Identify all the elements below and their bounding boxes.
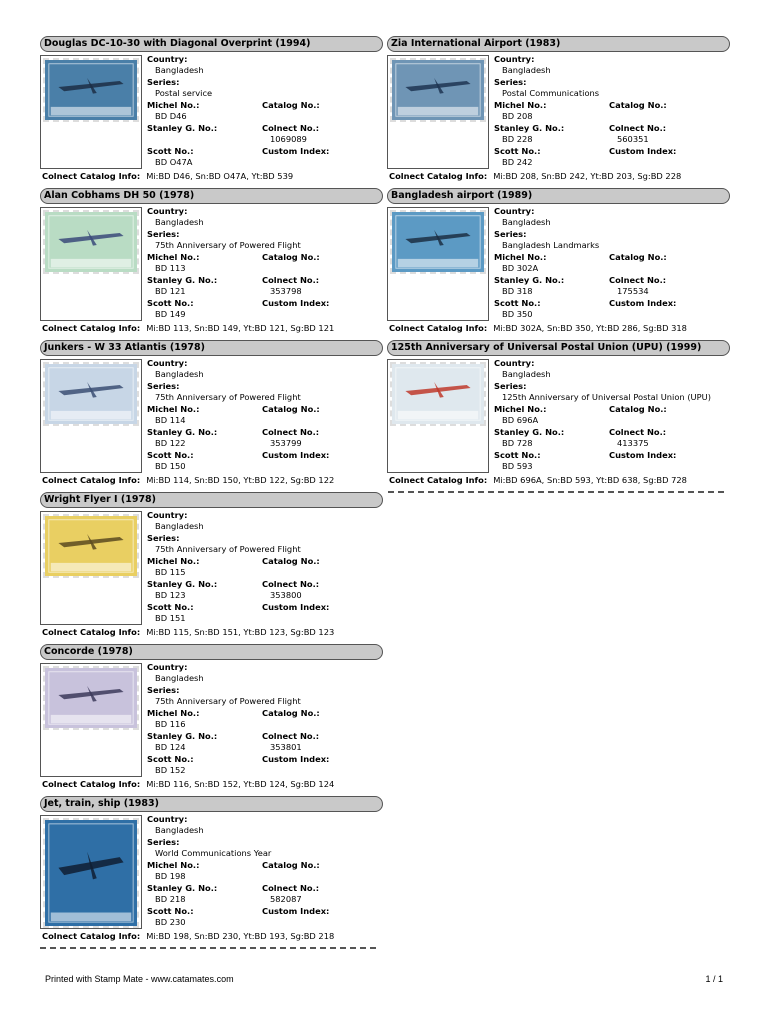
stamp-title[interactable]: Zia International Airport (1983)	[387, 36, 730, 52]
series-label: Series:	[494, 229, 527, 239]
stanley-value: BD 318	[502, 286, 533, 296]
scott-value: BD 150	[155, 461, 186, 471]
catalog-info-value: Mi:BD 114, Sn:BD 150, Yt:BD 122, Sg:BD 122	[146, 475, 335, 485]
stamp-details	[147, 358, 383, 474]
series-value: 75th Anniversary of Powered Flight	[155, 544, 301, 554]
page-number: 1 / 1	[705, 974, 723, 984]
series-value: 75th Anniversary of Powered Flight	[155, 392, 301, 402]
scott-label: Scott No.:	[147, 906, 194, 916]
catalog-label: Catalog No.:	[262, 556, 320, 566]
stanley-label: Stanley G. No.:	[494, 123, 565, 133]
stamp-image-frame	[40, 663, 142, 777]
michel-label: Michel No.:	[494, 100, 547, 110]
colnect-value: 1069089	[270, 134, 307, 144]
michel-label: Michel No.:	[147, 556, 200, 566]
stamp-image-frame	[387, 55, 489, 169]
country-label: Country:	[494, 206, 535, 216]
michel-label: Michel No.:	[494, 404, 547, 414]
country-label: Country:	[147, 358, 188, 368]
custom-index-label: Custom Index:	[609, 146, 677, 156]
catalog-info-label: Colnect Catalog Info:	[389, 323, 488, 333]
michel-label: Michel No.:	[147, 860, 200, 870]
stamp-image-frame	[387, 359, 489, 473]
colnect-value: 353801	[270, 742, 302, 752]
series-label: Series:	[147, 77, 180, 87]
stamp-image-frame	[40, 55, 142, 169]
country-label: Country:	[147, 206, 188, 216]
stanley-value: BD 122	[155, 438, 186, 448]
michel-label: Michel No.:	[494, 252, 547, 262]
custom-index-label: Custom Index:	[609, 298, 677, 308]
stamp-image[interactable]	[390, 362, 486, 426]
stamp-title[interactable]: Alan Cobhams DH 50 (1978)	[40, 188, 383, 204]
custom-index-label: Custom Index:	[262, 602, 330, 612]
colnect-catalog-info	[42, 779, 334, 789]
series-label: Series:	[147, 381, 180, 391]
michel-label: Michel No.:	[147, 708, 200, 718]
scott-value: BD O47A	[155, 157, 193, 167]
custom-index-label: Custom Index:	[262, 906, 330, 916]
country-value: Bangladesh	[155, 673, 204, 683]
stamp-entry	[387, 340, 730, 492]
series-value: 75th Anniversary of Powered Flight	[155, 696, 301, 706]
country-value: Bangladesh	[502, 369, 551, 379]
country-value: Bangladesh	[155, 521, 204, 531]
catalog-info-value: Mi:BD 696A, Sn:BD 593, Yt:BD 638, Sg:BD 728	[493, 475, 687, 485]
colnect-catalog-info	[42, 931, 334, 941]
scott-value: BD 151	[155, 613, 186, 623]
colnect-value: 560351	[617, 134, 649, 144]
catalog-info-label: Colnect Catalog Info:	[389, 475, 488, 485]
stamp-image-frame	[40, 511, 142, 625]
catalog-info-value: Mi:BD 115, Sn:BD 151, Yt:BD 123, Sg:BD 123	[146, 627, 335, 637]
country-value: Bangladesh	[155, 825, 204, 835]
stamp-details	[147, 814, 383, 930]
michel-label: Michel No.:	[147, 100, 200, 110]
colnect-label: Colnect No.:	[609, 427, 667, 437]
stanley-value: BD 218	[155, 894, 186, 904]
scott-label: Scott No.:	[494, 298, 541, 308]
catalog-info-value: Mi:BD 113, Sn:BD 149, Yt:BD 121, Sg:BD 121	[146, 323, 335, 333]
custom-index-label: Custom Index:	[262, 450, 330, 460]
country-value: Bangladesh	[155, 65, 204, 75]
scott-value: BD 593	[502, 461, 533, 471]
series-label: Series:	[147, 533, 180, 543]
stamp-title[interactable]: 125th Anniversary of Universal Postal Union (UPU) (1999)	[387, 340, 730, 356]
series-label: Series:	[147, 229, 180, 239]
stamp-image-frame	[387, 207, 489, 321]
michel-value: BD 113	[155, 263, 186, 273]
michel-value: BD 116	[155, 719, 186, 729]
stamp-title[interactable]: Douglas DC-10-30 with Diagonal Overprint (1994)	[40, 36, 383, 52]
catalog-info-label: Colnect Catalog Info:	[42, 931, 141, 941]
stanley-label: Stanley G. No.:	[147, 883, 218, 893]
stanley-label: Stanley G. No.:	[494, 427, 565, 437]
catalog-info-label: Colnect Catalog Info:	[42, 323, 141, 333]
colnect-value: 353800	[270, 590, 302, 600]
series-label: Series:	[494, 381, 527, 391]
scott-value: BD 230	[155, 917, 186, 927]
colnect-catalog-info	[389, 475, 687, 485]
stamp-entry	[40, 492, 383, 644]
colnect-catalog-info	[42, 627, 334, 637]
stanley-value: BD 124	[155, 742, 186, 752]
series-value: Postal Communications	[502, 88, 600, 98]
colnect-value: 413375	[617, 438, 649, 448]
stanley-value: BD 728	[502, 438, 533, 448]
stamp-image[interactable]	[43, 514, 139, 578]
divider-left	[40, 947, 376, 949]
michel-value: BD D46	[155, 111, 187, 121]
stamp-details	[147, 54, 383, 170]
catalog-info-label: Colnect Catalog Info:	[389, 171, 488, 181]
colnect-value: 582087	[270, 894, 302, 904]
stamp-image-frame	[40, 207, 142, 321]
scott-label: Scott No.:	[147, 146, 194, 156]
series-label: Series:	[147, 837, 180, 847]
stanley-value: BD 121	[155, 286, 186, 296]
custom-index-label: Custom Index:	[262, 146, 330, 156]
catalog-info-value: Mi:BD D46, Sn:BD O47A, Yt:BD 539	[146, 171, 294, 181]
stamp-title[interactable]: Jet, train, ship (1983)	[40, 796, 383, 812]
stamp-entry	[40, 36, 383, 188]
colnect-value: 353799	[270, 438, 302, 448]
stamp-title[interactable]: Bangladesh airport (1989)	[387, 188, 730, 204]
country-label: Country:	[147, 510, 188, 520]
stamp-entry	[40, 796, 383, 948]
michel-value: BD 198	[155, 871, 186, 881]
catalog-info-value: Mi:BD 208, Sn:BD 242, Yt:BD 203, Sg:BD 228	[493, 171, 682, 181]
catalog-label: Catalog No.:	[609, 252, 667, 262]
stamp-details	[147, 510, 383, 626]
country-value: Bangladesh	[155, 217, 204, 227]
stamp-image[interactable]	[43, 818, 139, 928]
michel-value: BD 208	[502, 111, 533, 121]
country-label: Country:	[494, 358, 535, 368]
michel-value: BD 696A	[502, 415, 539, 425]
country-value: Bangladesh	[502, 217, 551, 227]
stamp-title[interactable]: Concorde (1978)	[40, 644, 383, 660]
scott-label: Scott No.:	[494, 450, 541, 460]
stanley-value: BD 228	[502, 134, 533, 144]
catalog-label: Catalog No.:	[262, 100, 320, 110]
michel-value: BD 302A	[502, 263, 539, 273]
left-column	[40, 36, 383, 948]
stanley-label: Stanley G. No.:	[147, 275, 218, 285]
custom-index-label: Custom Index:	[609, 450, 677, 460]
catalog-info-label: Colnect Catalog Info:	[42, 779, 141, 789]
series-value: Bangladesh Landmarks	[502, 240, 600, 250]
country-value: Bangladesh	[502, 65, 551, 75]
country-label: Country:	[147, 54, 188, 64]
colnect-catalog-info	[389, 323, 687, 333]
stamp-details	[494, 206, 730, 322]
stamp-entry	[40, 188, 383, 340]
colnect-label: Colnect No.:	[262, 427, 320, 437]
stamp-details	[147, 206, 383, 322]
scott-label: Scott No.:	[147, 298, 194, 308]
country-label: Country:	[494, 54, 535, 64]
scott-value: BD 242	[502, 157, 533, 167]
custom-index-label: Custom Index:	[262, 298, 330, 308]
stamp-title[interactable]: Wright Flyer I (1978)	[40, 492, 383, 508]
michel-label: Michel No.:	[147, 404, 200, 414]
stamp-entry	[387, 36, 730, 188]
catalog-label: Catalog No.:	[262, 404, 320, 414]
catalog-info-label: Colnect Catalog Info:	[42, 475, 141, 485]
stamp-image[interactable]	[43, 666, 139, 730]
catalog-info-label: Colnect Catalog Info:	[42, 171, 141, 181]
colnect-label: Colnect No.:	[262, 275, 320, 285]
stamp-image[interactable]	[43, 210, 139, 274]
stamp-image[interactable]	[390, 58, 486, 122]
country-label: Country:	[147, 814, 188, 824]
right-column	[387, 36, 730, 492]
catalog-info-value: Mi:BD 116, Sn:BD 152, Yt:BD 124, Sg:BD 124	[146, 779, 335, 789]
stamp-image[interactable]	[390, 210, 486, 274]
series-value: 125th Anniversary of Universal Postal Union (UPU)	[502, 392, 711, 402]
stamp-image[interactable]	[43, 362, 139, 426]
catalog-label: Catalog No.:	[262, 860, 320, 870]
scott-value: BD 350	[502, 309, 533, 319]
scott-value: BD 152	[155, 765, 186, 775]
colnect-label: Colnect No.:	[609, 275, 667, 285]
stamp-details	[494, 358, 730, 474]
scott-label: Scott No.:	[147, 450, 194, 460]
catalog-label: Catalog No.:	[609, 100, 667, 110]
page-footer	[45, 974, 723, 984]
colnect-label: Colnect No.:	[262, 731, 320, 741]
colnect-catalog-info	[389, 171, 681, 181]
stamp-details	[147, 662, 383, 778]
colnect-label: Colnect No.:	[262, 123, 320, 133]
colnect-value: 353798	[270, 286, 302, 296]
catalog-label: Catalog No.:	[262, 252, 320, 262]
series-label: Series:	[494, 77, 527, 87]
catalog-info-label: Colnect Catalog Info:	[42, 627, 141, 637]
catalog-info-value: Mi:BD 302A, Sn:BD 350, Yt:BD 286, Sg:BD 318	[493, 323, 687, 333]
footer-printed-text: Printed with Stamp Mate - www.catamates.com	[45, 974, 234, 984]
series-value: 75th Anniversary of Powered Flight	[155, 240, 301, 250]
catalog-label: Catalog No.:	[609, 404, 667, 414]
colnect-label: Colnect No.:	[262, 883, 320, 893]
scott-label: Scott No.:	[494, 146, 541, 156]
colnect-catalog-info	[42, 171, 293, 181]
stanley-label: Stanley G. No.:	[147, 123, 218, 133]
stanley-value: BD 123	[155, 590, 186, 600]
stanley-label: Stanley G. No.:	[147, 579, 218, 589]
divider-right	[388, 491, 724, 493]
colnect-label: Colnect No.:	[609, 123, 667, 133]
stanley-label: Stanley G. No.:	[147, 427, 218, 437]
stanley-label: Stanley G. No.:	[147, 731, 218, 741]
colnect-value: 175534	[617, 286, 649, 296]
country-value: Bangladesh	[155, 369, 204, 379]
colnect-label: Colnect No.:	[262, 579, 320, 589]
stamp-image-frame	[40, 815, 142, 929]
catalog-info-value: Mi:BD 198, Sn:BD 230, Yt:BD 193, Sg:BD 218	[146, 931, 335, 941]
series-value: Postal service	[155, 88, 213, 98]
stamp-entry	[40, 340, 383, 492]
michel-value: BD 115	[155, 567, 186, 577]
scott-label: Scott No.:	[147, 602, 194, 612]
colnect-catalog-info	[42, 323, 334, 333]
michel-label: Michel No.:	[147, 252, 200, 262]
stamp-details	[494, 54, 730, 170]
scott-label: Scott No.:	[147, 754, 194, 764]
colnect-catalog-info	[42, 475, 334, 485]
series-label: Series:	[147, 685, 180, 695]
michel-value: BD 114	[155, 415, 186, 425]
series-value: World Communications Year	[155, 848, 272, 858]
scott-value: BD 149	[155, 309, 186, 319]
stamp-entry	[387, 188, 730, 340]
stamp-title[interactable]: Junkers - W 33 Atlantis (1978)	[40, 340, 383, 356]
stamp-image[interactable]	[43, 58, 139, 122]
country-label: Country:	[147, 662, 188, 672]
stamp-image-frame	[40, 359, 142, 473]
catalog-label: Catalog No.:	[262, 708, 320, 718]
stanley-label: Stanley G. No.:	[494, 275, 565, 285]
stamp-entry	[40, 644, 383, 796]
custom-index-label: Custom Index:	[262, 754, 330, 764]
